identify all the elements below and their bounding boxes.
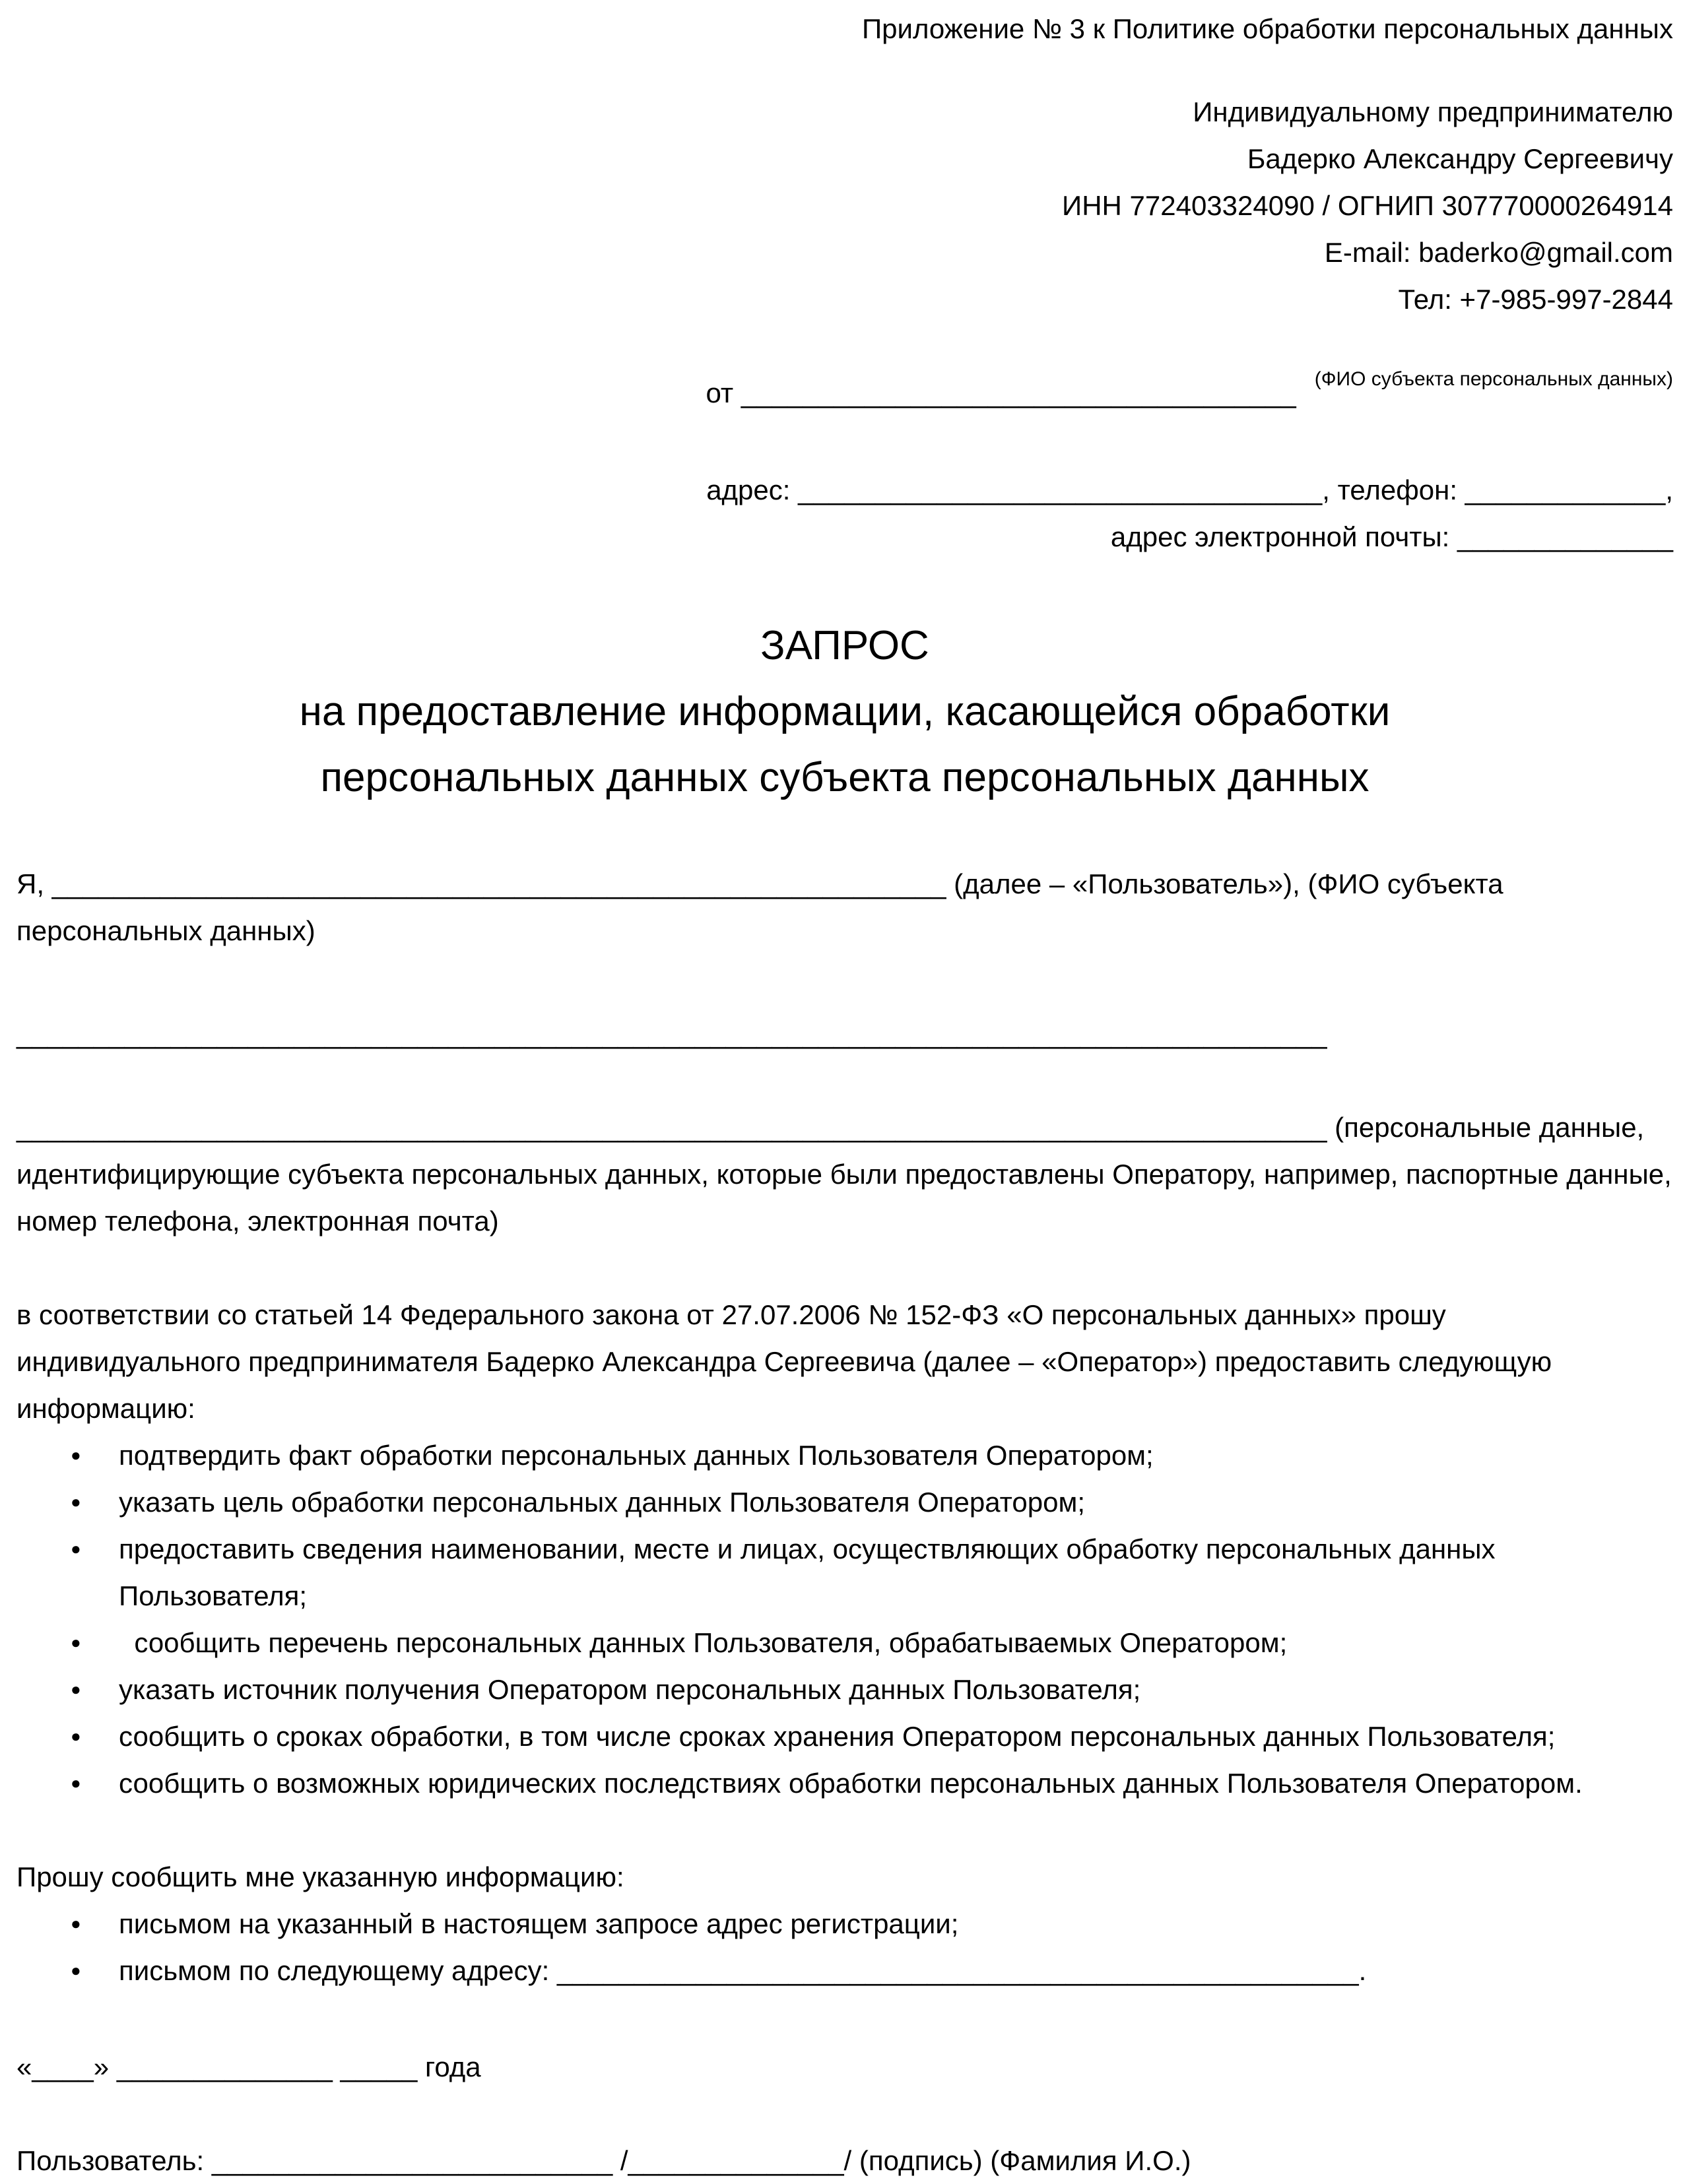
info-request-item: ● сообщить о сроках обработки, в том числе сроках хранения Оператором персональных данных Пользователя; <box>16 1713 1673 1760</box>
document-subtitle-line2: персональных данных субъекта персональных данных <box>320 755 1370 800</box>
spacer <box>16 2090 1673 2137</box>
signature-line: Пользователь: __________________________ /______________/ (подпись) (Фамилия И.О.) <box>16 2145 1191 2176</box>
spacer <box>16 954 1673 1010</box>
info-request-item: ● указать цель обработки персональных данных Пользователя Оператором; <box>16 1479 1673 1526</box>
info-request-item: ● предоставить сведения наименовании, месте и лицах, осуществляющих обработку персональных данных <box>16 1526 1673 1572</box>
recipient-line: Индивидуальному предпринимателю <box>1193 96 1673 127</box>
applicant-line: Я, __________________________________________________________ (далее – «Пользователь»), (ФИО субъекта <box>16 868 1503 899</box>
info-request-item: ● сообщить перечень персональных данных Пользователя, обрабатываемых Оператором; <box>16 1619 1673 1666</box>
personal-data-line: номер телефона, электронная почта) <box>16 1205 499 1237</box>
spacer <box>16 1994 1673 2043</box>
delivery-intro: Прошу сообщить мне указанную информацию: <box>16 1861 624 1892</box>
spacer <box>16 1807 1673 1853</box>
info-request-item: ● подтвердить факт обработки персональных данных Пользователя Оператором; <box>16 1432 1673 1479</box>
legal-basis-line: индивидуального предпринимателя Бадерко Александра Сергеевича (далее – «Оператор») предоставить следующую <box>16 1346 1552 1377</box>
info-request-list <box>16 1432 1673 1807</box>
operator-email-line: E-mail: baderko@gmail.com <box>1324 237 1673 268</box>
spacer <box>16 1244 1673 1291</box>
delivery-item: ● письмом по следующему адресу: ____________________________________________________. <box>16 1947 1673 1994</box>
from-blank: от ____________________________________ <box>706 377 1296 408</box>
operator-phone-line: Тел: +7-985-997-2844 <box>1398 284 1673 315</box>
applicant-line: персональных данных) <box>16 915 315 946</box>
from-hint: (ФИО субъекта персональных данных) <box>1314 368 1673 390</box>
document-subtitle-line1: на предоставление информации, касающейся обработки <box>299 689 1391 734</box>
info-request-item: ● указать источник получения Оператором персональных данных Пользователя; <box>16 1666 1673 1713</box>
personal-data-line: _____________________________________________________________________________________ (персональные данные, <box>16 1112 1645 1143</box>
legal-basis-line: в соответствии со статьей 14 Федерального закона от 27.07.2006 № 152-ФЗ «О персональных данных» прошу <box>16 1299 1446 1330</box>
spacer <box>16 1057 1673 1104</box>
appendix-note: Приложение № 3 к Политике обработки персональных данных <box>861 13 1673 44</box>
inn-ogrnip-line: ИНН 772403324090 / ОГНИП 307770000264914 <box>1062 190 1673 221</box>
spacer <box>16 52 1673 88</box>
document-title: ЗАПРОС <box>760 623 929 668</box>
info-request-item: ● сообщить о возможных юридических последствиях обработки персональных данных Пользователя Оператором. <box>16 1760 1673 1807</box>
applicant-block <box>16 860 1673 954</box>
delivery-item: ● письмом на указанный в настоящем запросе адрес регистрации; <box>16 1900 1673 1947</box>
info-request-item-continuation: Пользователя; <box>119 1580 308 1611</box>
date-line: «____» ______________ _____ года <box>16 2051 481 2082</box>
recipient-name-line: Бадерко Александру Сергеевичу <box>1247 143 1673 174</box>
title-block <box>16 613 1673 811</box>
delivery-list <box>16 1900 1673 1994</box>
from-line <box>16 323 1673 466</box>
personal-data-line: идентифицирующие субъекта персональных данных, которые были предоставлены Оператору, например, паспортные данные, <box>16 1159 1672 1190</box>
address-phone-line: адрес: __________________________________, телефон: _____________, <box>706 474 1673 505</box>
blank-fill-line: _____________________________________________________________________________________ <box>16 1018 1327 1049</box>
email-address-line: адрес электронной почты: ______________ <box>1110 521 1673 552</box>
legal-basis-line: информацию: <box>16 1393 195 1424</box>
